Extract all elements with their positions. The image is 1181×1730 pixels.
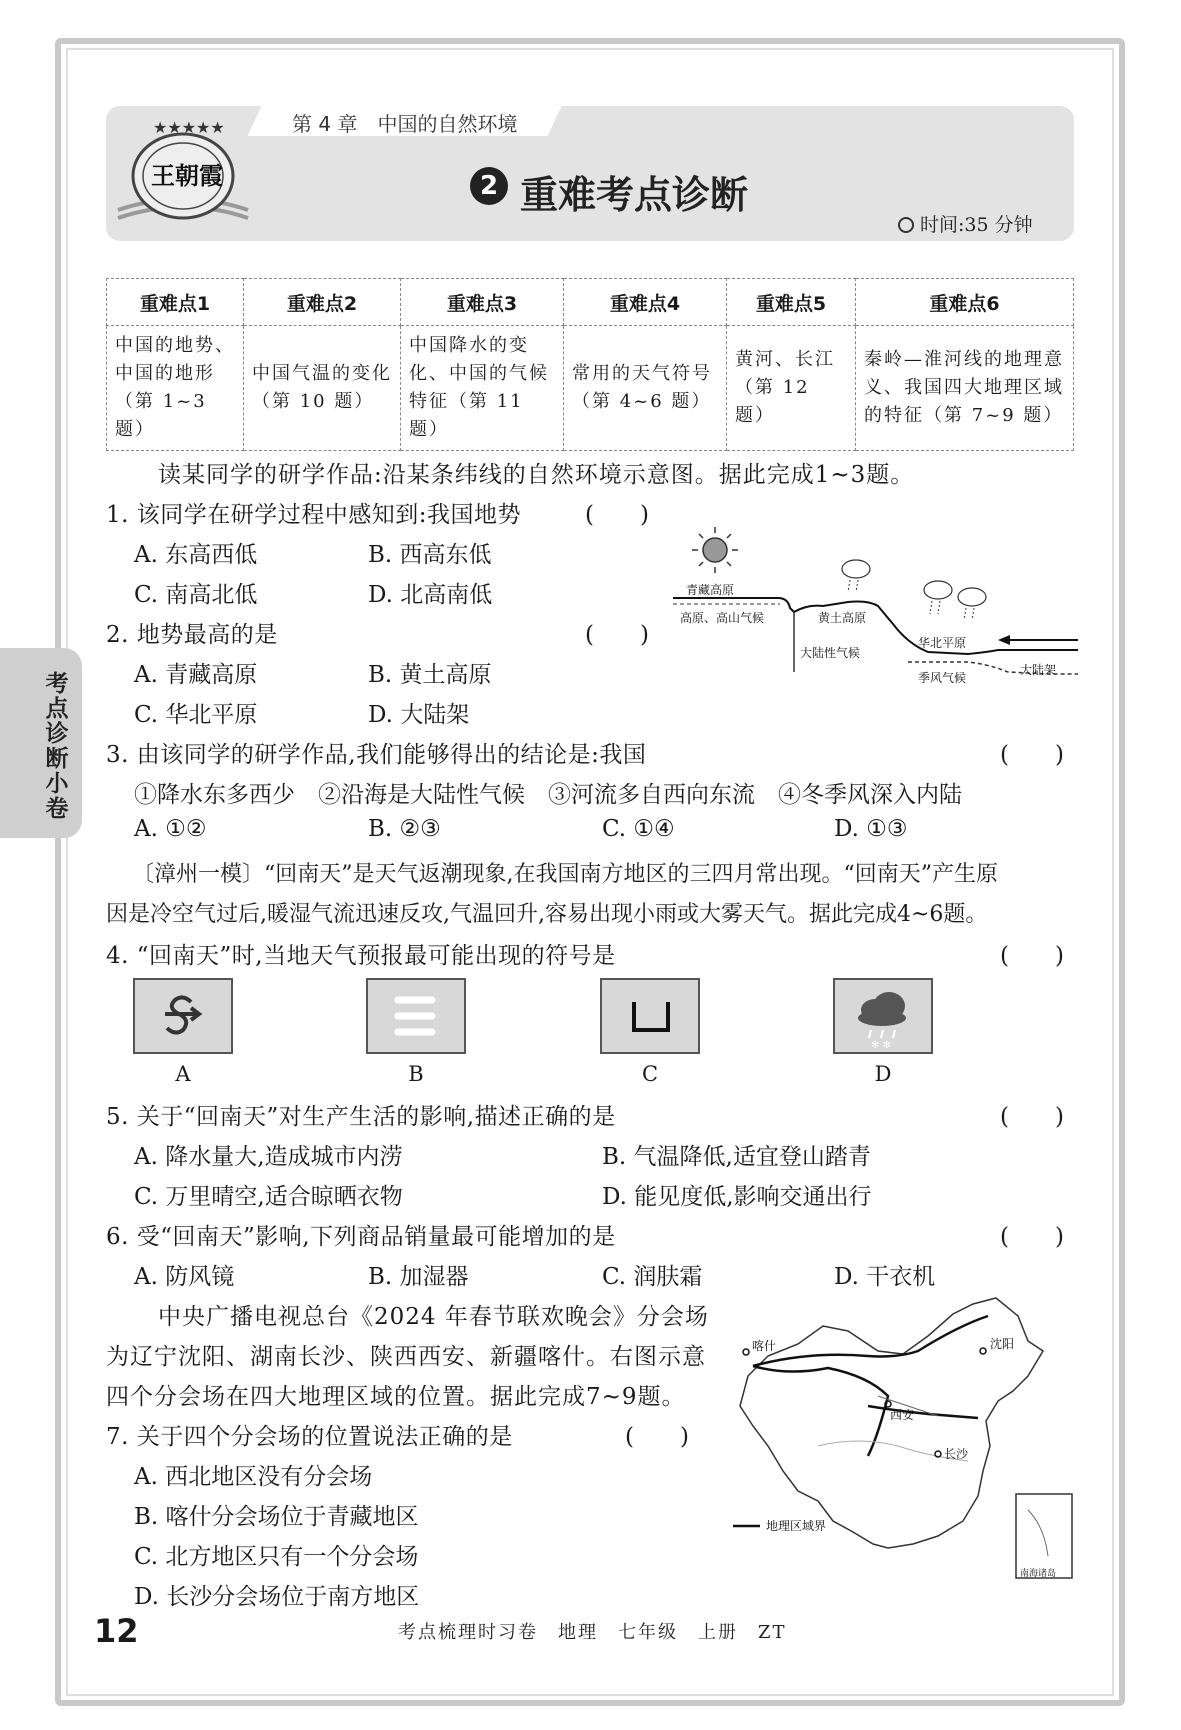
map-legend-label: 地理区域界 [766,1519,827,1533]
q1-option-a[interactable]: A. 东高西低 [134,542,258,568]
svg-text:✻ ✻: ✻ ✻ [871,1040,891,1051]
weather-symbol-c[interactable] [600,978,700,1054]
map-city: 喀什 [752,1339,777,1353]
diagram-label: 华北平原 [918,636,967,650]
china-regions-map [728,1296,1078,1586]
q3-option-a[interactable]: A. ①② [134,816,207,842]
question-7: 7. 关于四个分会场的位置说法正确的是 [106,1424,513,1450]
question-5: 5. 关于“回南天”对生产生活的影响,描述正确的是 [106,1104,616,1130]
q3-option-d[interactable]: D. ①③ [834,816,908,842]
q2-option-d[interactable]: D. 大陆架 [368,702,470,728]
q5-option-d[interactable]: D. 能见度低,影响交通出行 [602,1184,872,1210]
keypoint-header: 重难点1 [107,279,244,326]
q1-option-b[interactable]: B. 西高东低 [368,542,492,568]
diagram-label: 高原、高山气候 [680,611,765,625]
q2-option-c[interactable]: C. 华北平原 [134,702,258,728]
question-4: 4. “回南天”时,当地天气预报最可能出现的符号是 [106,943,616,969]
keypoint-cell: 中国的地势、中国的地形（第 1~3 题） [107,326,244,451]
q6-option-d[interactable]: D. 干衣机 [834,1264,936,1290]
keypoint-cell: 常用的天气符号（第 4~6 题） [564,326,727,451]
cloud-rain-icon [842,560,986,606]
question-3: 3. 由该同学的研学作品,我们能够得出的结论是:我国 [106,742,647,768]
keypoint-header: 重难点6 [856,279,1074,326]
footer-text: 考点梳理时习卷 地理 七年级 上册 ZT [398,1622,787,1643]
answer-blank-2[interactable]: ( ) [585,622,649,648]
floating-dust-icon [634,1002,668,1030]
symbol-label-b: B [408,1062,424,1086]
keypoint-header: 重难点4 [564,279,727,326]
intro-3-line-2: 为辽宁沈阳、湖南长沙、陕西西安、新疆喀什。右图示意 [106,1344,706,1370]
question-2: 2. 地势最高的是 [106,622,278,648]
q7-option-d[interactable]: D. 长沙分会场位于南方地区 [134,1584,420,1610]
question-1: 1. 该同学在研学过程中感知到:我国地势 [106,502,522,528]
side-tab-label: 考点诊断小卷 [45,671,69,822]
keypoint-header: 重难点5 [727,279,856,326]
diagram-label: 大陆架 [1020,663,1057,677]
q3-option-b[interactable]: B. ②③ [368,816,441,842]
q2-option-b[interactable]: B. 黄土高原 [368,662,492,688]
sun-icon [692,527,738,573]
section-title: 重难考点诊断 [520,173,749,217]
symbol-label-d: D [874,1062,892,1086]
intro-1: 读某同学的研学作品:沿某条纬线的自然环境示意图。据此完成1~3题。 [158,462,915,488]
weather-symbol-a[interactable] [133,978,233,1054]
answer-blank-4[interactable]: ( ) [1000,943,1064,969]
brand-logo [108,118,258,228]
diagram-label: 大陆性气候 [800,646,861,660]
keypoint-cell: 黄河、长江（第 12 题） [727,326,856,451]
intro-3-line-1: 中央广播电视总台《2024 年春节联欢晚会》分会场 [158,1304,709,1330]
keypoint-header: 重难点2 [244,279,401,326]
keypoint-cell: 中国降水的变化、中国的气候特征（第 11 题） [401,326,564,451]
chapter-label: 第 4 章 中国的自然环境 [292,112,518,136]
keypoint-header: 重难点3 [401,279,564,326]
question-6: 6. 受“回南天”影响,下列商品销量最可能增加的是 [106,1224,616,1250]
latitude-profile-diagram [668,522,1078,692]
intro-2-line-2: 因是冷空气过后,暖湿气流迅速反攻,气温回升,容易出现小雨或大雾天气。据此完成4~6题。 [106,902,988,927]
q5-option-a[interactable]: A. 降水量大,造成城市内涝 [134,1144,403,1170]
sandstorm-icon [165,997,199,1032]
weather-symbol-d[interactable] [833,978,933,1054]
map-city: 沈阳 [990,1337,1015,1351]
clock-icon [898,217,914,233]
q2-option-a[interactable]: A. 青藏高原 [134,662,258,688]
q3-option-c[interactable]: C. ①④ [602,816,675,842]
answer-blank-5[interactable]: ( ) [1000,1104,1064,1130]
keypoint-table [106,278,1074,451]
q1-option-d[interactable]: D. 北高南低 [368,582,493,608]
china-outline [740,1298,1043,1548]
time-limit [898,210,1033,237]
q6-option-b[interactable]: B. 加湿器 [368,1264,469,1290]
sleet-cloud-icon [858,992,906,1051]
diagram-label: 季风气候 [918,671,967,685]
map-inset-label: 南海诸岛 [1020,1569,1057,1579]
answer-blank-7[interactable]: ( ) [625,1424,689,1450]
page-number: 12 [94,1612,139,1650]
keypoint-cell: 中国气温的变化（第 10 题） [244,326,401,451]
svg-text:★★★★★: ★★★★★ [153,118,225,137]
symbol-label-c: C [641,1062,659,1086]
diagram-label: 青藏高原 [686,583,735,597]
q3-statements: ①降水东多西少 ②沿海是大陆性气候 ③河流多自西向东流 ④冬季风深入内陆 [134,782,962,808]
q1-option-c[interactable]: C. 南高北低 [134,582,258,608]
q5-option-c[interactable]: C. 万里晴空,适合晾晒衣物 [134,1184,403,1210]
intro-3-line-3: 四个分会场在四大地理区域的位置。据此完成7~9题。 [106,1384,686,1410]
q7-option-b[interactable]: B. 喀什分会场位于青藏地区 [134,1504,419,1530]
keypoint-cell: 秦岭—淮河线的地理意义、我国四大地理区域的特征（第 7~9 题） [856,326,1074,451]
answer-blank-3[interactable]: ( ) [1000,742,1064,768]
map-city: 西安 [890,1408,915,1422]
map-city: 长沙 [944,1447,969,1461]
page-title [470,164,748,219]
answer-blank-1[interactable]: ( ) [585,502,649,528]
section-number: 2 [470,167,508,205]
logo-text: 王朝霞 [151,161,223,190]
q7-option-a[interactable]: A. 西北地区没有分会场 [134,1464,373,1490]
answer-blank-6[interactable]: ( ) [1000,1224,1064,1250]
intro-2-line-1: 〔漳州一模〕“回南天”是天气返潮现象,在我国南方地区的三四月常出现。“回南天”产生原 [132,862,998,887]
symbol-label-a: A [175,1062,191,1086]
q7-option-c[interactable]: C. 北方地区只有一个分会场 [134,1544,419,1570]
time-text: 时间:35 分钟 [920,214,1033,236]
q6-option-c[interactable]: C. 润肤霜 [602,1264,703,1290]
q6-option-a[interactable]: A. 防风镜 [134,1264,235,1290]
q5-option-b[interactable]: B. 气温降低,适宜登山踏青 [602,1144,871,1170]
fog-icon [398,1000,432,1032]
diagram-label: 黄土高原 [818,611,867,625]
weather-symbol-b[interactable] [366,978,466,1054]
